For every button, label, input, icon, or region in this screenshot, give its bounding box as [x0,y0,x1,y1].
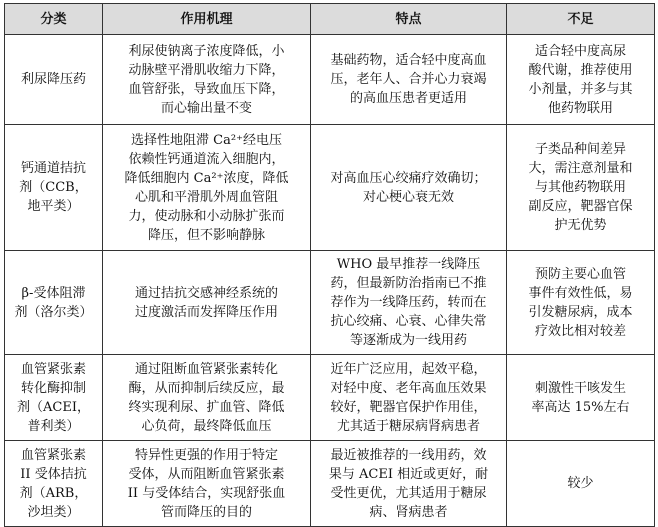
header-features: 特点 [311,4,507,35]
cell-text: 近年广泛应用，起效平稳， 对轻中度、老年高血压效果 较好，靶器官保护作用佳， 尤其适于糖尿病肾病患者 [330,361,487,434]
cell-text: 适合轻中度高尿 酸代谢，推荐使用 小剂量，并多与其 他药物联用 [528,43,633,116]
cell-shortcomings [507,355,655,441]
cell-text: 较少 [567,476,594,491]
cell-text: β-受体阻滞 剂（洛尔类） [14,285,93,320]
cell-mechanism [103,441,311,527]
cell-features [311,251,507,355]
cell-mechanism [103,355,311,441]
header-shortcomings: 不足 [507,4,655,35]
cell-category [5,125,103,251]
cell-text: 子类品种间差异 大，需注意剂量和 与其他药物联用 副反应，靶器官保 护无优势 [528,142,633,233]
cell-text: WHO 最早推荐一线降压 药，但最新防治指南已不推 荐作为一线降压药，转而在 抗心绞痛、心衰、心律失常 等逐渐成为一线用药 [330,257,487,348]
cell-shortcomings [507,125,655,251]
table-row [5,125,655,251]
cell-text: 血管紧张素 转化酶抑制 剂（ACEI， 普利类） [17,361,90,434]
cell-text: 预防主要心血管 事件有效性低，易 引发糖尿病，成本 疗效比相对较差 [528,266,633,339]
cell-text: 通过拮抗交感神经系统的 过度激活而发挥降压作用 [134,285,278,320]
drug-comparison-table-container [4,3,654,527]
cell-features [311,355,507,441]
table-row [5,35,655,125]
cell-category [5,441,103,527]
cell-text: 对高血压心绞痛疗效确切； 对心梗心衰无效 [330,170,487,205]
cell-text: 最近被推荐的一线用药，效 果与 ACEI 相近或更好，耐 受性更优，尤其适用于糖尿 病、肾病患者 [328,447,489,520]
cell-text: 通过阻断血管紧张素转化 酶，从而抑制后续反应，最 终实现利尿、扩血管、降低 心负荷，最终降低血压 [128,361,285,434]
cell-category [5,251,103,355]
cell-text: 钙通道拮抗 剂（CCB， 地平类） [19,161,88,214]
cell-text: 利尿降压药 [20,72,86,87]
cell-text: 基础药物，适合轻中度高血 压，老年人、合并心力衰竭 的高血压患者更适用 [330,53,487,106]
cell-features [311,35,507,125]
header-mechanism: 作用机理 [103,4,311,35]
table-header-row [5,4,655,35]
table-row [5,355,655,441]
cell-shortcomings [507,251,655,355]
cell-features [311,441,507,527]
cell-category [5,35,103,125]
cell-shortcomings [507,441,655,527]
cell-text: 选择性地阻滞 Ca²⁺经电压 依赖性钙通道流入细胞内， 降低细胞内 Ca²⁺浓度，降低 心肌和平滑肌外周血管阻 力，使动脉和小动脉扩张而 降压，但不影响静脉 [124,132,289,243]
cell-mechanism [103,125,311,251]
cell-category [5,355,103,441]
table-row [5,441,655,527]
cell-mechanism [103,35,311,125]
cell-features [311,125,507,251]
cell-text: 血管紧张素 II 受体拮抗 剂（ARB， 沙坦类） [19,447,88,520]
drug-comparison-table [4,3,655,527]
cell-text: 利尿使钠离子浓度降低，小 动脉壁平滑肌收缩力下降， 血管舒张，导致血压下降， 而心输出量不变 [128,43,285,116]
cell-text: 特异性更强的作用于特定 受体，从而阻断血管紧张素 II 与受体结合，实现舒张血 管而降压的目的 [127,447,286,520]
cell-shortcomings [507,35,655,125]
cell-mechanism [103,251,311,355]
table-row [5,251,655,355]
header-category: 分类 [5,4,103,35]
cell-text: 刺激性干咳发生 率高达 15%左右 [531,380,630,415]
